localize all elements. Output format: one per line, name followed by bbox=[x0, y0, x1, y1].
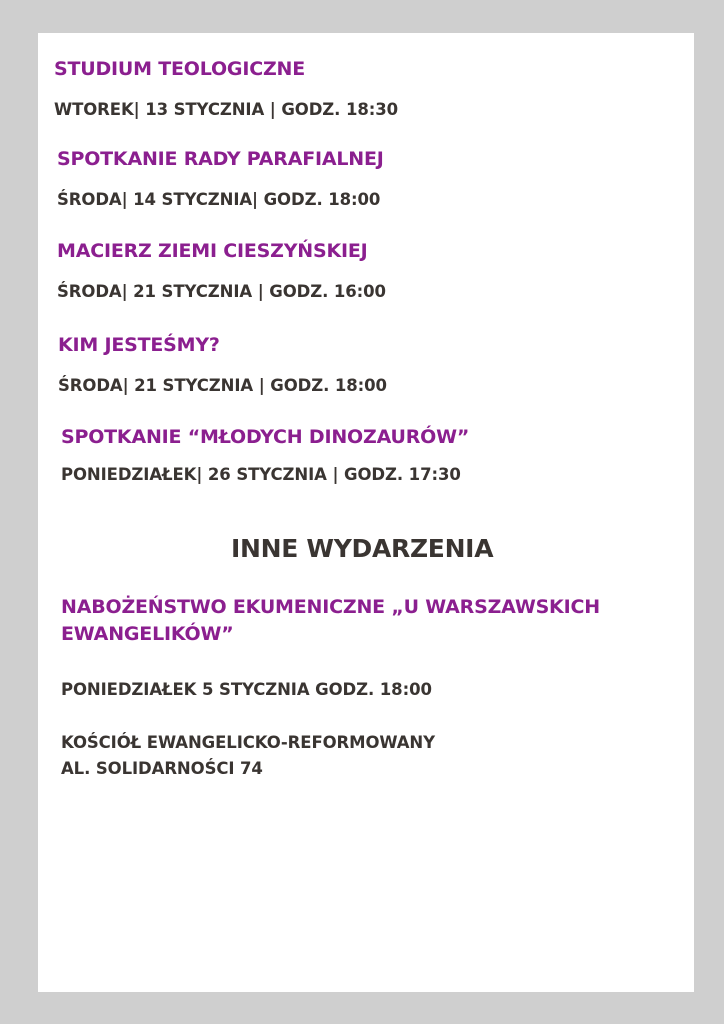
event-details-dinozaury: PONIEDZIAŁEK| 26 STYCZNIA | GODZ. 17:30 bbox=[61, 465, 461, 484]
event-details-studium: WTOREK| 13 STYCZNIA | GODZ. 18:30 bbox=[54, 100, 398, 119]
event-location bbox=[61, 730, 435, 782]
schedule-page bbox=[38, 33, 694, 992]
event-title-macierz: MACIERZ ZIEMI CIESZYŃSKIEJ bbox=[57, 240, 368, 262]
event-details-rada: ŚRODA| 14 STYCZNIA| GODZ. 18:00 bbox=[57, 190, 381, 209]
event-title-ekumeniczne: NABOŻEŃSTWO EKUMENICZNE „U WARSZAWSKICH EWANGELIKÓW” bbox=[61, 596, 600, 645]
event-details-kim: ŚRODA| 21 STYCZNIA | GODZ. 18:00 bbox=[58, 376, 387, 395]
location-address: AL. SOLIDARNOŚCI 74 bbox=[61, 759, 263, 778]
location-church: KOŚCIÓŁ EWANGELICKO-REFORMOWANY bbox=[61, 733, 435, 752]
section-heading-other: INNE WYDARZENIA bbox=[231, 534, 494, 563]
event-title-dinozaury: SPOTKANIE “MŁODYCH DINOZAURÓW” bbox=[61, 426, 470, 448]
event-title-rada: SPOTKANIE RADY PARAFIALNEJ bbox=[57, 148, 384, 170]
event-details-ekumeniczne: PONIEDZIAŁEK 5 STYCZNIA GODZ. 18:00 bbox=[61, 680, 432, 699]
event-details-macierz: ŚRODA| 21 STYCZNIA | GODZ. 16:00 bbox=[57, 282, 386, 301]
event-title-kim: KIM JESTEŚMY? bbox=[58, 334, 220, 356]
event-title-studium: STUDIUM TEOLOGICZNE bbox=[54, 58, 306, 80]
